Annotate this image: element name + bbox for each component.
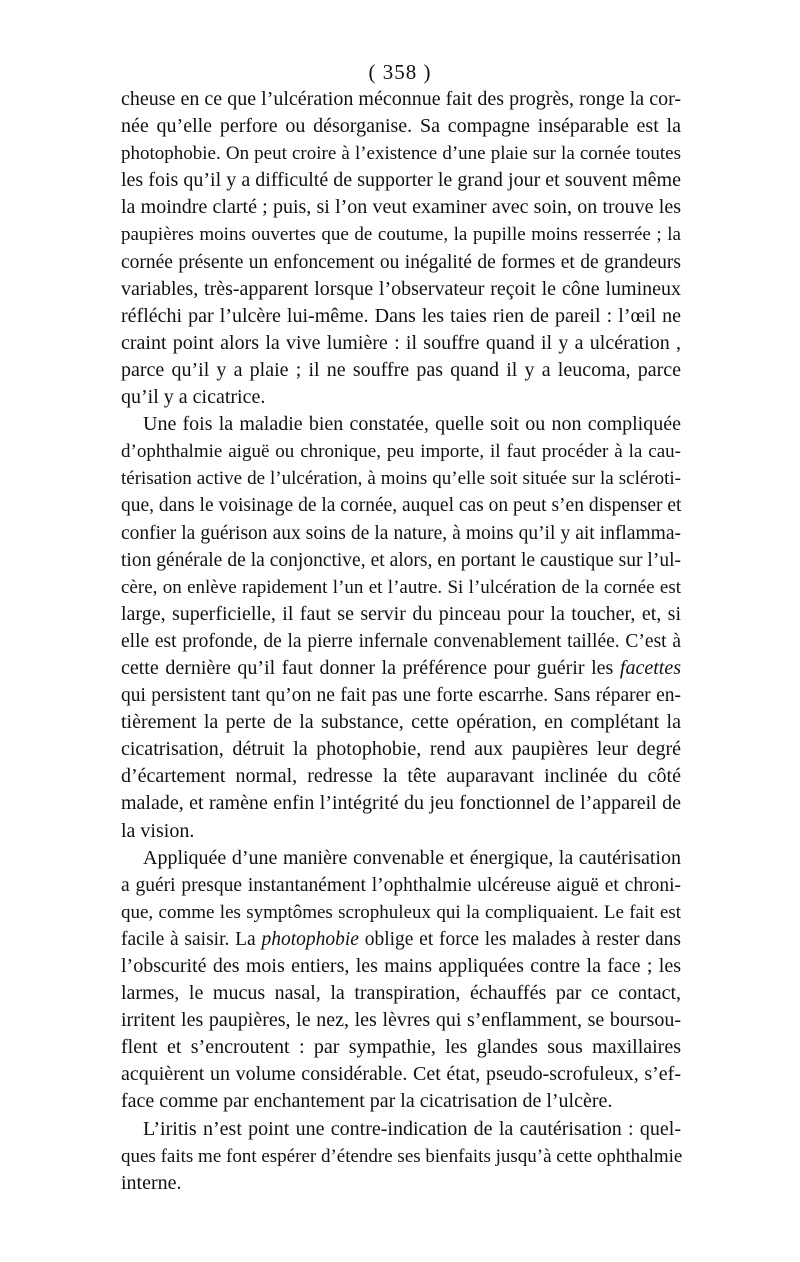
text-line: cornée présente un enfoncement ou inégalité de formes et de grandeurs xyxy=(121,251,681,273)
text-line: cère, on enlève rapidement l’un et l’autre. Si l’ulcération de la cornée est xyxy=(121,576,681,598)
text-line: la moindre clarté ; puis, si l’on veut examiner avec soin, on trouve les xyxy=(121,196,681,219)
text-line: les fois qu’il y a difficulté de supporter le grand jour et souvent même xyxy=(121,169,681,192)
text-line: cette dernière qu’il faut donner la préférence pour guérir les facettes xyxy=(121,656,681,679)
text-line: photophobie. On peut croire à l’existence d’une plaie sur la cornée toutes xyxy=(121,143,681,165)
text-line: térisation active de l’ulcération, à moins qu’elle soit située sur la scléroti- xyxy=(121,468,681,490)
body-text xyxy=(121,86,681,1197)
text-line: qu’il y a cicatrice. xyxy=(121,386,266,409)
text-line: cheuse en ce que l’ulcération méconnue fait des progrès, ronge la cor- xyxy=(121,88,681,110)
text-line: d’écartement normal, redresse la tête auparavant inclinée du côté xyxy=(121,765,681,788)
text-line: que, comme les symptômes scrophuleux qui la compliquaient. Le fait est xyxy=(121,901,681,923)
text-line: parce qu’il y a plaie ; il ne souffre pas quand il y a leucoma, parce xyxy=(121,358,681,381)
paragraph-3 xyxy=(121,845,681,1116)
text-line: facile à saisir. La photophobie oblige et force les malades à rester dans xyxy=(121,928,681,950)
text-line: elle est profonde, de la pierre infernale convenablement taillée. C’est à xyxy=(121,630,681,652)
text-line: L’iritis n’est point une contre-indication de la cautérisation : quel- xyxy=(143,1117,681,1140)
text-line: Appliquée d’une manière convenable et énergique, la cautérisation xyxy=(143,846,681,869)
text-line: flent et s’encroutent : par sympathie, les glandes sous maxillaires xyxy=(121,1036,681,1059)
text-line: cicatrisation, détruit la photophobie, rend aux paupières leur degré xyxy=(121,738,681,761)
text-line: d’ophthalmie aiguë ou chronique, peu importe, il faut procéder à la cau- xyxy=(121,441,681,463)
paragraph-2 xyxy=(121,411,681,845)
text-line: tion générale de la conjonctive, et alors, en portant le caustique sur l’ul- xyxy=(121,549,681,571)
text-line: irritent les paupières, le nez, les lèvres qui s’enflamment, se boursou- xyxy=(121,1009,681,1032)
text-line: variables, très-apparent lorsque l’observateur reçoit le cône lumineux xyxy=(121,277,681,300)
text-line: que, dans le voisinage de la cornée, auquel cas on peut s’en dispenser et xyxy=(121,495,682,517)
paragraph-4 xyxy=(121,1116,681,1197)
text-line: qui persistent tant qu’on ne fait pas une forte escarrhe. Sans réparer en- xyxy=(121,685,681,707)
text-line: confier la guérison aux soins de la nature, à moins qu’il y ait inflamma- xyxy=(121,522,681,544)
page-number: ( 358 ) xyxy=(368,60,432,84)
text-line: ques faits me font espérer d’étendre ses bienfaits jusqu’à cette ophthalmie xyxy=(121,1145,683,1167)
text-line: large, superficielle, il faut se servir du pinceau pour la toucher, et, si xyxy=(121,602,681,625)
text-line: tièrement la perte de la substance, cette opération, en complétant la xyxy=(121,711,681,734)
text-line: craint point alors la vive lumière : il souffre quand il y a ulcération , xyxy=(121,331,681,354)
paragraph-1 xyxy=(121,86,681,411)
text-line: la vision. xyxy=(121,819,195,842)
text-line: l’obscurité des mois entiers, les mains appliquées contre la face ; les xyxy=(121,955,681,977)
text-line: Une fois la maladie bien constatée, quelle soit ou non compliquée xyxy=(143,413,681,436)
text-line: malade, et ramène enfin l’intégrité du jeu fonctionnel de l’appareil de xyxy=(121,792,681,815)
text-line: acquièrent un volume considérable. Cet état, pseudo-scrofuleux, s’ef- xyxy=(121,1063,681,1086)
text-line: a guéri presque instantanément l’ophthalmie ulcéreuse aiguë et chroni- xyxy=(121,874,681,896)
text-line: larmes, le mucus nasal, la transpiration, échauffés par ce contact, xyxy=(121,982,681,1005)
text-line: paupières moins ouvertes que de coutume, la pupille moins resserrée ; la xyxy=(121,224,681,246)
text-line: née qu’elle perfore ou désorganise. Sa compagne inséparable est la xyxy=(121,115,681,138)
text-line: interne. xyxy=(121,1171,182,1194)
text-line: face comme par enchantement par la cicatrisation de l’ulcère. xyxy=(121,1090,613,1113)
text-line: réfléchi par l’ulcère lui-même. Dans les taies rien de pareil : l’œil ne xyxy=(121,304,681,327)
